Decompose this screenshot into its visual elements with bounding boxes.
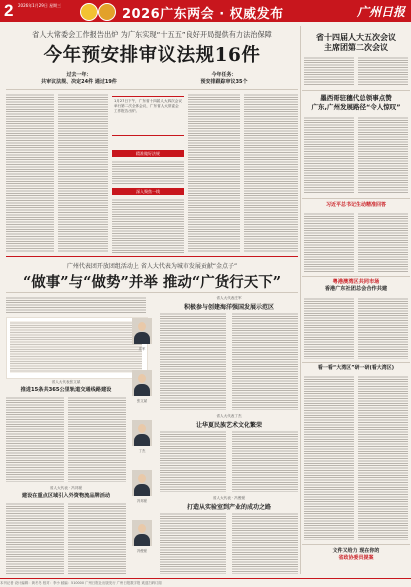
sidebar-body [358,116,408,194]
section-headline: 建设在重点区域引入外资物流品牌活动 [21,493,111,499]
sidebar-headline-line: 省政协委员提案 [338,555,374,561]
portrait-caption: 冯俊豪 [136,549,148,553]
sub-left-text: 共审议法规、决定24件 通过19件 [41,79,117,85]
sidebar-headline: 习近平总书记生动精准回答 [325,202,386,208]
column-divider [300,26,301,574]
article-body [232,312,298,410]
divider [302,544,410,545]
portrait-photo [132,520,152,546]
dateline: 2026年1月29日 星期三 [18,3,62,8]
intro-text [10,321,142,373]
lead-sub-left [14,72,144,86]
mid-headline: “做事”与“做势”并举 推动“广货行天下” [22,274,282,291]
article-body [68,396,126,482]
portrait-photo [132,420,152,446]
article-body [160,312,226,410]
sidebar-body [304,56,354,86]
sidebar-headline-line: 省十四届人大五次会议 [316,33,396,42]
sub-right-title: 今年任务： [211,72,237,78]
sidebar-headline-line: 粤港澳湾区共同市场 [332,279,380,285]
sub-right-text: 预安排跟踪审议35个 [200,79,248,85]
section-headline: 打造从实验室到产业的成功之路 [186,504,271,511]
portrait-photo [132,318,152,344]
sidebar-headline: 看一看“大湾区”研一研(看大湾区) [317,365,395,371]
article-body [232,512,298,574]
portrait-caption: 张文斌 [136,399,148,403]
section-divider [6,256,298,257]
portrait-photo [132,470,152,496]
section-headline: 推进15条共365公里轨道交通线路建设 [20,387,112,393]
divider [302,362,410,363]
article-body [160,430,226,492]
article-body [68,502,126,574]
mid-kicker: 广州代表团开放团组活动上 省人大代表为城市发展贡献“金点子” [66,263,238,270]
lead-headline: 今年预安排审议法规16件 [43,45,261,66]
portrait-caption: 丁杰 [138,449,146,453]
lead-sub-right [154,72,294,86]
section-kicker: 省人大代表张文斌 [51,380,81,384]
article-body [112,198,184,253]
sidebar-body [304,297,354,359]
article-body [244,93,298,253]
sidebar-headline [302,279,410,293]
article-body [58,93,108,253]
sidebar-body [304,375,354,540]
lead-quote: 1月27日下午，广东省十四届人大四次会议举行第二次全体会议，广东省人大常委会工作报告出炉。 [114,99,182,113]
tag-label: 深入聚焦一线 [112,188,184,195]
sidebar-headline [302,33,410,53]
brand-logo: 广州日报 [356,5,405,19]
portrait-caption: 冯邦豪 [136,499,148,503]
sidebar-body [358,212,408,272]
article-body [160,512,226,574]
sidebar-body [304,212,354,272]
emblem-icon [80,3,98,21]
section-headline: 积极参与创建海洋强国发展示范区 [183,304,274,311]
article-body [6,396,64,482]
section-kicker: 省人大代表 · 冯俊豪 [212,496,246,500]
lead-kicker: 省人大常委会工作报告出炉 为广东实现“十五五”良好开局提供有力法治保障 [32,30,272,39]
sidebar-headline-line: 香港广东社团总会合作共建 [324,286,388,292]
section-title: 2026广东两会 · 权威发布 [122,7,284,22]
divider [6,89,298,90]
article-body [6,502,64,574]
article-body [6,296,146,314]
sidebar-body [358,297,408,359]
sidebar-headline-line: 墨西哥驻穗代总领事点赞 [320,94,392,102]
section-headline: 让华夏民族艺术文化繁荣 [195,422,262,429]
section-kicker: 省人大代表 · 冯邦豪 [49,486,83,490]
page-footer: 本刊记者 设计编辑：黄冬冬 校对：李小 邮编：510000 广州日报社出版发行 广州日报数字报 欢迎扫码订阅 [0,578,411,587]
divider [302,198,410,199]
sidebar-body [358,375,408,540]
sidebar-headline [302,548,410,562]
sidebar-headline-line: 主席团第二次会议 [324,43,388,52]
sidebar-body [304,116,354,194]
sidebar-headline-line: 广东,广州发展路径“令人惊叹” [311,103,401,111]
article-body [188,93,240,253]
section-kicker: 省人大代表庄军 [216,296,242,300]
page-number: 2 [4,1,14,20]
page-header [0,0,411,22]
sidebar-headline [302,94,410,112]
divider [302,276,410,277]
article-body [6,93,54,253]
divider [302,90,410,91]
section-kicker: 省人大代表丁杰 [216,414,242,418]
sub-left-title: 过去一年： [66,72,92,78]
divider [6,292,298,293]
tag-label: 精准做好法规 [112,150,184,157]
article-body [112,160,184,184]
sidebar-body [358,56,408,86]
portrait-caption: 庄军 [138,347,146,351]
sidebar-headline-line: 文件又给力 现在你的 [332,548,380,554]
emblem-icon [98,3,116,21]
portrait-photo [132,370,152,396]
article-body [232,430,298,492]
